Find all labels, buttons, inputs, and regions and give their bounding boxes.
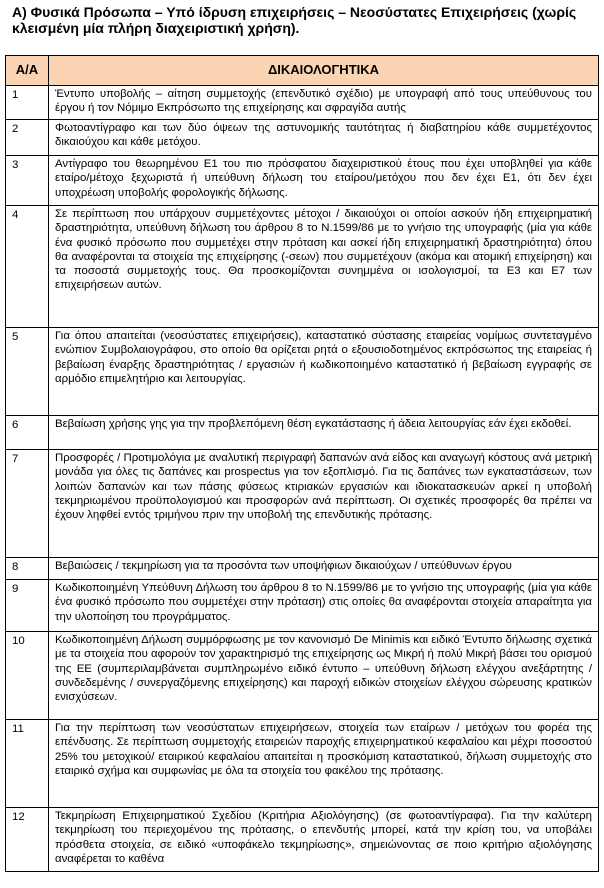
documents-table [5,55,599,872]
table-row [6,558,599,580]
row-text: Φωτοαντίγραφο και των δύο όψεων της αστυνομικής ταυτότητας ή διαβατηρίου κάθε συμμετέχοντος δικαιούχου και κάθε μετόχου. [49,120,599,156]
table-row [6,450,599,558]
row-text: Κωδικοποιημένη Δήλωση συμμόρφωσης με τον κανονισμό De Minimis και ειδικό Έντυπο δήλωσης σχετικά με τα στοιχεία που αφορούν τον χαρακτηρισμό της επιχείρησης ως Μικρή ή πολύ Μικρή βάσει του ορισμού της ΕΕ (συμπεριλαμβάνεται συμπληρωμένο ειδικό έντυπο – υπεύθυνη δήλωση ελέγχου ανεξάρτητης / συνδεδεμένης / συνεργαζόμενης επιχείρησης) και παροχή ειδικών στοιχείων ελέγχου σώρευσης κρατικών ενισχύσεων. [49,632,599,720]
document-title: Α) Φυσικά Πρόσωπα – Υπό ίδρυση επιχειρήσεις – Νεοσύστατες Επιχειρήσεις (χωρίς κλεισμένη μία πλήρη διαχειριστική χρήση). [12,4,577,36]
column-header-number: Α/Α [6,56,49,86]
row-text: Βεβαιώσεις / τεκμηρίωση για τα προσόντα των υποψήφιων δικαιούχων / υπεύθυνων έργου [49,558,599,580]
row-number: 3 [6,156,49,206]
row-number: 5 [6,328,49,416]
row-number: 2 [6,120,49,156]
row-number: 4 [6,206,49,328]
row-number: 9 [6,580,49,632]
row-text: Βεβαίωση χρήσης γης για την προβλεπόμενη θέση εγκατάστασης ή άδεια λειτουργίας εάν έχει εκδοθεί. [49,416,599,450]
table-row [6,720,599,808]
row-number: 12 [6,808,49,872]
row-text: Σε περίπτωση που υπάρχουν συμμετέχοντες μέτοχοι / δικαιούχοι οι οποίοι ασκούν ήδη επιχειρηματική δραστηριότητα, υπεύθυνη δήλωση του άρθρου 8 το Ν.1599/86 με το γνήσιο της υπογραφής (μία για κάθε ένα φυσικό πρόσωπο που συμμετέχει στην πρόταση και ασκεί ήδη επιχειρηματική δραστηριότητα) όπου θα αναφέρονται τα στοιχεία της επιχείρησης (-σεων) που συμμετέχουν (ακόμα και ατομική επιχείρηση) και τα ποσοστά συμμετοχής τους. Θα προσκομίζονται συνημμένα οι ισολογισμοί, τα Ε3 και Ε7 των επιχειρήσεων αυτών. [49,206,599,328]
row-number: 11 [6,720,49,808]
row-text: Για την περίπτωση των νεοσύστατων επιχειρήσεων, στοιχεία των εταίρων / μετόχων του φορέα της επένδυσης. Σε περίπτωση συμμετοχής εταιρειών παροχής επιχειρηματικού κεφαλαίου και μέχρι ποσοστού 25% του μετοχικού/ εταιρικού κεφαλαίου απαιτείται η προσκόμιση καταστατικού, δήλωση συμμετοχής στο εταιρικό σχήμα και συμφωνίας με όλα τα στοιχεία του φακέλου της πρότασης. [49,720,599,808]
table-row [6,416,599,450]
row-number: 8 [6,558,49,580]
table-row [6,580,599,632]
table-row [6,808,599,872]
table-header-row [6,56,599,86]
row-text: Προσφορές / Προτιμολόγια με αναλυτική περιγραφή δαπανών ανά είδος και αναγωγή κόστους ανά μετρική μονάδα για όλες τις δαπάνες και prospectus για τον εξοπλισμό. Για τις δαπάνες των εγκαταστάσεων, των λοιπών δαπανών και των πάσης φύσεως κτιριακών εργασιών και ιδιοκατασκευών αρκεί η υποβολή τεκμηριωμένου προϋπολογισμού και προσφορών ανά περίπτωση. Οι σχετικές προσφορές θα πρέπει να έχουν ληφθεί εντός τριμήνου πριν την υποβολή της επενδυτικής πρότασης. [49,450,599,558]
table-row [6,120,599,156]
table-row [6,632,599,720]
row-text: Για όπου απαιτείται (νεοσύστατες επιχειρήσεις), καταστατικό σύστασης εταιρείας νομίμως συντεταγμένο ενώπιον Συμβολαιογράφου, στο οποίο θα ορίζεται ρητά ο εξουσιοδοτημένος εκπρόσωπος της εταιρείας ή βεβαίωση έναρξης δραστηριότητας / εργασιών ή κωδικοποιημένο καταστατικό ή βεβαίωση εγγραφής σε αρμόδιο επιμελητήριο και λειτουργίας. [49,328,599,416]
table-row [6,206,599,328]
row-number: 1 [6,86,49,120]
table-row [6,328,599,416]
row-number: 7 [6,450,49,558]
table-row [6,156,599,206]
table-row [6,86,599,120]
row-number: 6 [6,416,49,450]
row-text: Έντυπο υποβολής – αίτηση συμμετοχής (επενδυτικό σχέδιο) με υπογραφή από τους υπεύθυνους του έργου ή τον Νόμιμο Εκπρόσωπο της επιχείρησης και σφραγίδα αυτής [49,86,599,120]
row-text: Κωδικοποιημένη Υπεύθυνη Δήλωση του άρθρου 8 το Ν.1599/86 με το γνήσιο της υπογραφής (μία για κάθε ένα φυσικό πρόσωπο που συμμετέχει στην πρόταση) στις οποίες θα αναφέρονται στοιχεία απαραίτητα για την υλοποίηση του προγράμματος. [49,580,599,632]
row-number: 10 [6,632,49,720]
row-text: Τεκμηρίωση Επιχειρηματικού Σχεδίου (Κριτήρια Αξιολόγησης) (σε φωτοαντίγραφα). Για την καλύτερη τεκμηρίωση του περιεχομένου της πρότασης, ο επενδυτής μπορεί, κατά την κρίση του, να υποβάλει πρόσθετα στοιχεία, σε ειδικό «υποφάκελο τεκμηρίωσης», σημειώνοντας σε ποιο κριτήριο αξιολόγησης αναφέρεται το καθένα [49,808,599,872]
column-header-documents: ΔΙΚΑΙΟΛΟΓΗΤΙΚΑ [49,56,599,86]
row-text: Αντίγραφο του θεωρημένου Ε1 του πιο πρόσφατου διαχειριστικού έτους που έχει υποβληθεί για κάθε εταίρο/μέτοχο ξεχωριστά ή υπεύθυνη δήλωση του εταίρου/μετόχου που δεν έχει Ε1, ότι δεν έχει υποχρέωση υποβολής φορολογικής δήλωσης. [49,156,599,206]
